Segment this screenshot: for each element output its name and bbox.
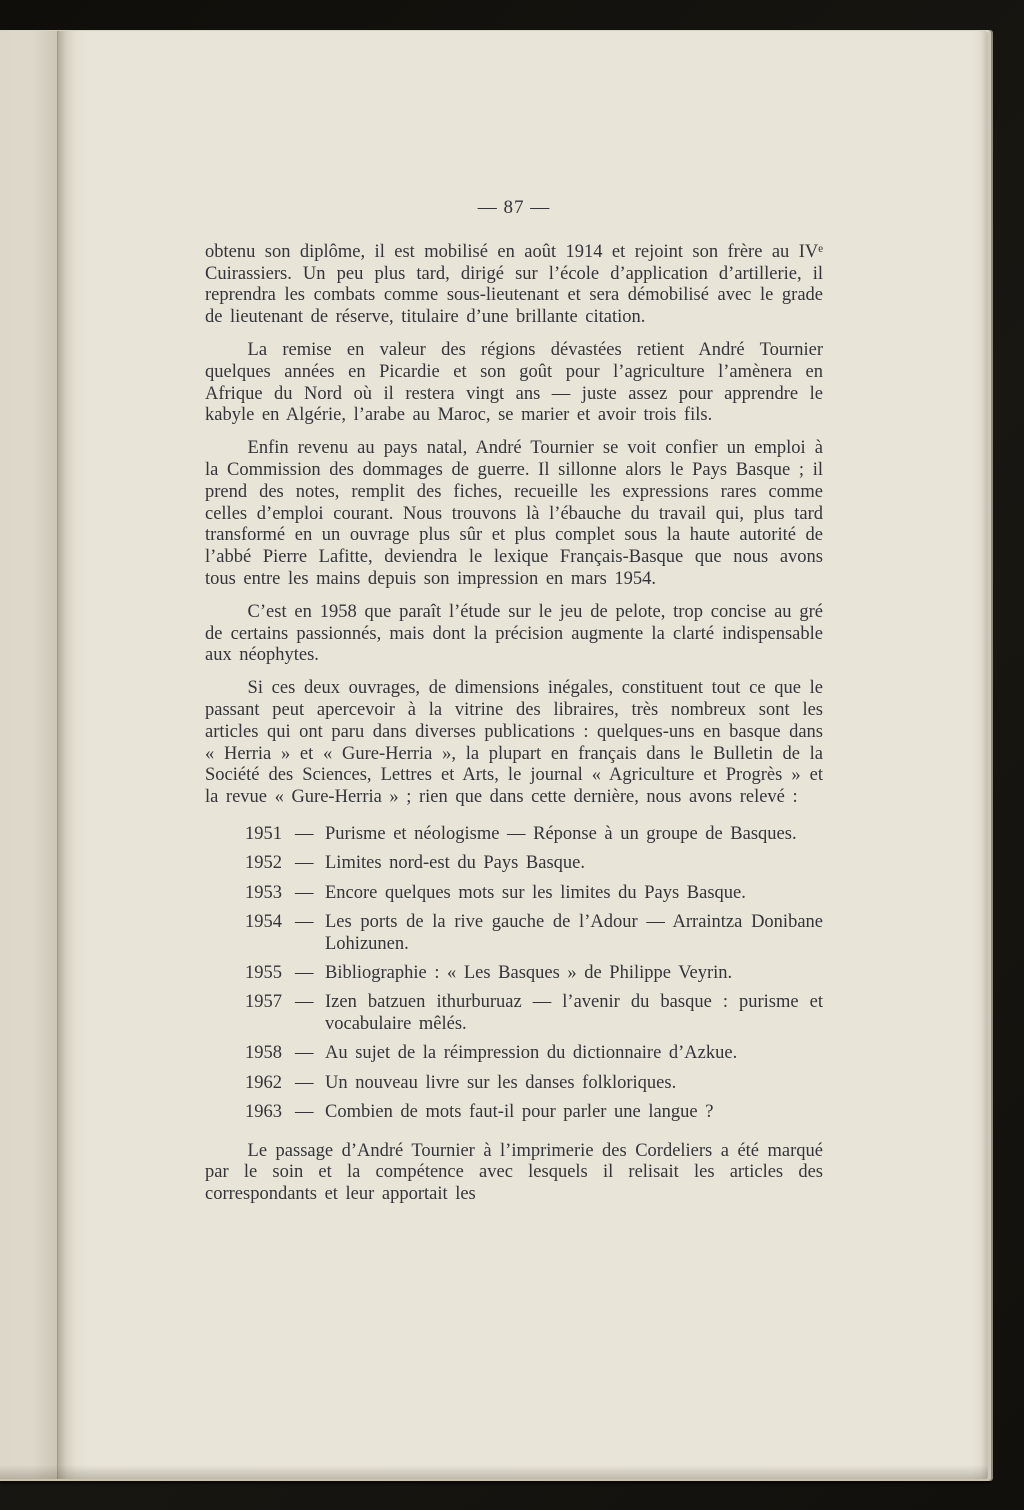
entry-text: Bibliographie : « Les Basques » de Philippe Veyrin.	[325, 962, 733, 983]
entry-dash: —	[295, 992, 314, 1013]
bibliography-entry	[245, 853, 823, 875]
bibliography-entry	[245, 992, 823, 1036]
entry-dash: —	[295, 823, 314, 844]
entry-year: 1962	[245, 1072, 282, 1093]
entry-dash: —	[295, 1072, 314, 1093]
entry-dash: —	[295, 853, 314, 874]
paragraph-1: obtenu son diplôme, il est mobilisé en août 1914 et rejoint son frère au IVᵉ Cuirassiers. Un peu plus tard, dirigé sur l’école d’application d’artillerie, il reprendra les combats comme sous-lieutenant et sera démobilisé avec le grade de lieutenant de réserve, titulaire d’une brillante citation.	[205, 241, 823, 328]
text-block	[205, 197, 823, 1217]
entry-year: 1958	[245, 1043, 282, 1064]
page-bottom-shadow	[0, 1465, 988, 1479]
page-number: — 87 —	[477, 197, 551, 218]
gutter-shadow	[57, 31, 89, 1479]
paragraph-4: C’est en 1958 que paraît l’étude sur le jeu de pelote, trop concise au gré de certains passionnés, mais dont la précision augmente la clarté indispensable aux néophytes.	[205, 601, 823, 666]
entry-dash: —	[295, 1101, 314, 1122]
paragraph-3: Enfin revenu au pays natal, André Tournier se voit confier un emploi à la Commission des dommages de guerre. Il sillonne alors le Pays Basque ; il prend des notes, remplit des fiches, recueille les expressions rares comme celles d’emploi courant. Nous trouvons là l’ébauche du travail qui, plus tard transformé en un ouvrage plus sûr et plus complet sous la haute autorité de l’abbé Pierre Lafitte, deviendra le lexique Français-Basque que nous avons tous entre les mains depuis son impression en mars 1954.	[205, 438, 823, 589]
entry-year: 1963	[245, 1101, 282, 1122]
bibliography-entry	[245, 1043, 823, 1065]
bibliography-entry	[245, 963, 823, 985]
entry-text: Un nouveau livre sur les danses folkloriques.	[325, 1072, 677, 1093]
bibliography-entry	[245, 824, 823, 846]
paragraph-5: Si ces deux ouvrages, de dimensions inégales, constituent tout ce que le passant peut apercevoir à la vitrine des libraires, très nombreux sont les articles qui ont paru dans diverses publications : quelques-uns en basque dans « Herria » et « Gure-Herria », la plupart en français dans le Bulletin de la Société des Sciences, Lettres et Arts, le journal « Agriculture et Progrès » et la revue « Gure-Herria » ; rien que dans cette dernière, nous avons relevé :	[205, 678, 823, 808]
closing-paragraph: Le passage d’André Tournier à l’imprimerie des Cordeliers a été marqué par le soin et la compétence avec lesquels il relisait les articles des correspondants et leur apportait les	[205, 1140, 823, 1205]
entry-text: Limites nord-est du Pays Basque.	[325, 853, 586, 874]
entry-dash: —	[295, 962, 314, 983]
entry-text: Les ports de la rive gauche de l’Adour — Arraintza Donibane Lohizunen.	[325, 911, 823, 954]
entry-text: Combien de mots faut-il pour parler une langue ?	[325, 1101, 714, 1122]
book-page	[0, 30, 991, 1481]
entry-text: Encore quelques mots sur les limites du Pays Basque.	[325, 882, 746, 903]
entry-text: Au sujet de la réimpression du dictionnaire d’Azkue.	[325, 1043, 738, 1064]
entry-year: 1955	[245, 962, 282, 983]
entry-dash: —	[295, 882, 314, 903]
entry-text: Purisme et néologisme — Réponse à un groupe de Basques.	[325, 823, 797, 844]
entry-year: 1957	[245, 992, 282, 1013]
bibliography-entry	[245, 1102, 823, 1124]
page-stack-edge	[972, 31, 988, 1479]
paragraph-2: La remise en valeur des régions dévastées retient André Tournier quelques années en Picardie et son goût pour l’agriculture l’amènera en Afrique du Nord où il restera vingt ans — juste assez pour apprendre le kabyle en Algérie, l’arabe au Maroc, se marier et avoir trois fils.	[205, 339, 823, 426]
entry-text: Izen batzuen ithurburuaz — l’avenir du basque : purisme et vocabulaire mêlés.	[325, 992, 823, 1034]
gutter-left-page-edge	[0, 31, 58, 1479]
entry-year: 1952	[245, 853, 282, 874]
entry-year: 1954	[245, 911, 282, 932]
bibliography-entry	[245, 883, 823, 905]
bibliography-entry	[245, 912, 823, 956]
entry-dash: —	[295, 1043, 314, 1064]
bibliography-entry	[245, 1073, 823, 1095]
entry-year: 1953	[245, 882, 282, 903]
entry-year: 1951	[245, 823, 282, 844]
entry-dash: —	[295, 911, 314, 932]
bibliography-list	[245, 824, 823, 1124]
